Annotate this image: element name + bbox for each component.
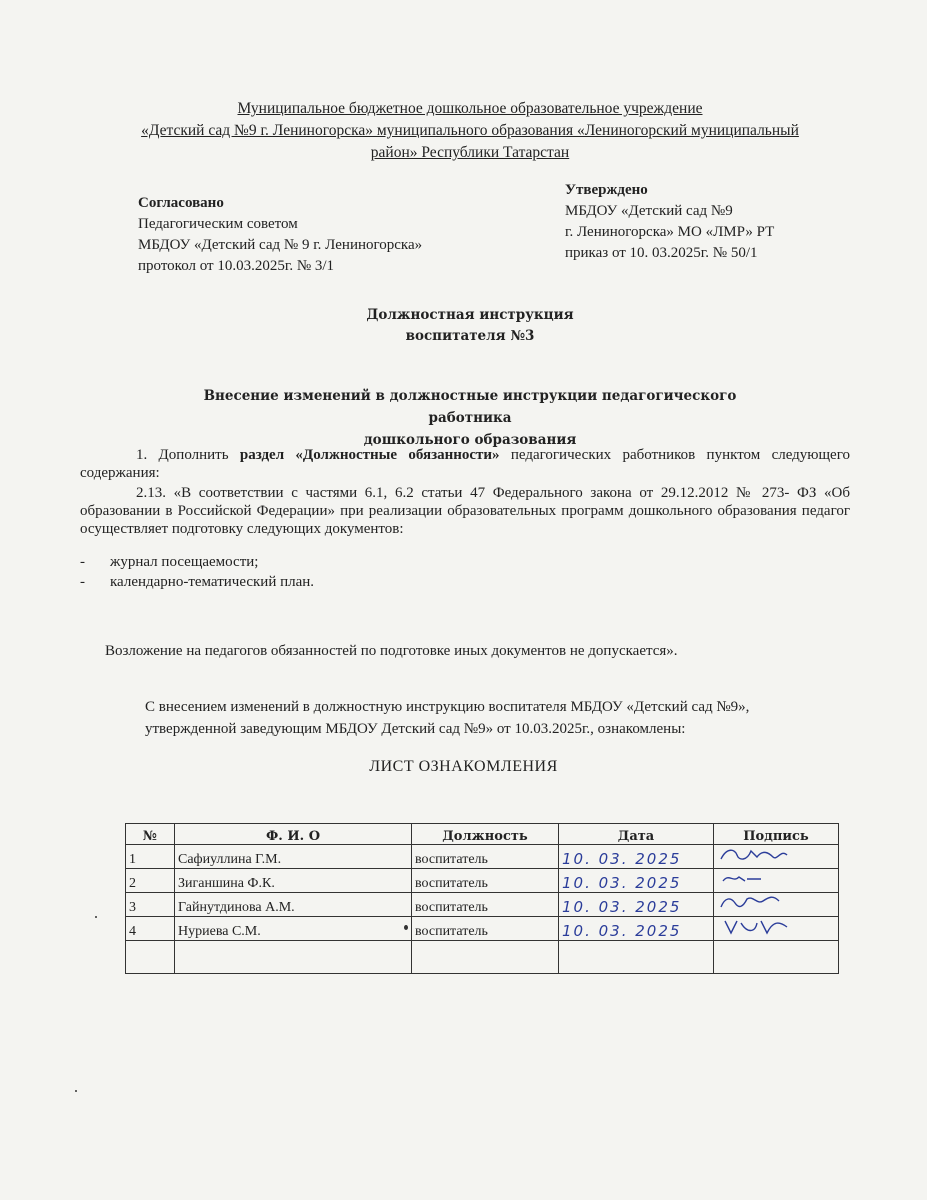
signature-image — [717, 845, 827, 863]
paragraph-3: Возложение на педагогов обязанностей по подготовке иных документов не допускается». — [105, 643, 678, 659]
sheet-title: ЛИСТ ОЗНАКОМЛЕНИЯ — [369, 758, 558, 775]
row-number: 3 — [126, 893, 175, 917]
paragraph-1-start: 1. Дополнить — [136, 447, 240, 463]
row-name: Зиганшина Ф.К. — [175, 869, 412, 893]
list-item: - календарно-тематический план. — [80, 574, 315, 590]
row-name: Сафиуллина Г.М. — [175, 845, 412, 869]
document-title-line-1: Должностная инструкция — [366, 307, 574, 323]
header-signature: Подпись — [714, 824, 839, 845]
approval-left-line-3: протокол от 10.03.2025г. № 3/1 — [138, 258, 335, 274]
row-position: воспитатель — [412, 869, 559, 893]
list-item-text: календарно-тематический план. — [110, 574, 315, 590]
paragraph-1-end: педагогических работников пунктом следующего содержания: — [80, 447, 850, 481]
header-position: Должность — [412, 824, 559, 845]
approval-left-line-1: Педагогическим советом — [138, 216, 298, 232]
changes-title-line-1: Внесение изменений в должностные инструкции педагогического работника — [203, 388, 737, 426]
table-header-row — [126, 824, 839, 845]
row-position: воспитатель — [412, 893, 559, 917]
row-signature — [714, 917, 839, 941]
changes-title-line-2: дошкольного образования — [363, 432, 577, 448]
empty-cell — [175, 941, 412, 974]
approval-right-line-3: приказ от 10. 03.2025г. № 50/1 — [565, 245, 758, 261]
org-line-1: Муниципальное бюджетное дошкольное образовательное учреждение — [237, 100, 703, 117]
header-number: № — [126, 824, 175, 845]
approval-left-line-2: МБДОУ «Детский сад № 9 г. Лениногорска» — [138, 237, 423, 253]
row-position: воспитатель — [412, 845, 559, 869]
empty-cell — [126, 941, 175, 974]
row-date: 10. 03. 2025 — [559, 845, 714, 869]
header-name: Ф. И. О — [175, 824, 412, 845]
list-item: - журнал посещаемости; — [80, 554, 259, 570]
paragraph-1 — [80, 446, 850, 482]
acknowledgement-text — [145, 696, 845, 740]
acknowledgement-line-2: утвержденной заведующим МБДОУ Детский сад №9» от 10.03.2025г., ознакомлены: — [145, 721, 686, 737]
row-name: Нуриева С.М. — [175, 917, 412, 941]
document-list — [80, 552, 314, 592]
org-line-2: «Детский сад №9 г. Лениногорска» муниципального образования «Лениногорский муниципальный — [141, 122, 799, 139]
approval-left — [138, 193, 422, 277]
org-line-3: район» Республики Татарстан — [370, 144, 570, 161]
approval-left-title: Согласовано — [138, 195, 224, 211]
acknowledgement-line-1: С внесением изменений в должностную инструкцию воспитателя МБДОУ «Детский сад №9», — [145, 699, 750, 715]
scan-speck — [95, 916, 97, 918]
row-number: 2 — [126, 869, 175, 893]
scan-speck — [75, 1090, 77, 1092]
table-row — [126, 917, 839, 941]
approval-right — [565, 180, 774, 264]
paragraph-2: 2.13. «В соответствии с частями 6.1, 6.2 статьи 47 Федерального закона от 29.12.2012 № 273- ФЗ «Об образовании в Российской Федерации» при реализации образовательных программ дошкольного образования педагог осуществляет подготовку следующих документов: — [80, 485, 850, 537]
empty-cell — [412, 941, 559, 974]
approval-right-line-2: г. Лениногорска» МО «ЛМР» РТ — [565, 224, 775, 240]
document-title — [280, 305, 660, 347]
scan-speck — [404, 925, 408, 930]
row-signature — [714, 845, 839, 869]
empty-cell — [559, 941, 714, 974]
document-title-line-2: воспитателя №3 — [405, 328, 535, 344]
row-name: Гайнутдинова А.М. — [175, 893, 412, 917]
table-row-empty — [126, 941, 839, 974]
row-date: 10. 03. 2025 — [559, 893, 714, 917]
row-number: 4 — [126, 917, 175, 941]
row-position: воспитатель — [412, 917, 559, 941]
signature-image — [717, 869, 827, 887]
paragraph-1-bold: раздел «Должностные обязанности» — [239, 447, 500, 463]
table-row — [126, 893, 839, 917]
signature-image — [717, 893, 827, 911]
row-number: 1 — [126, 845, 175, 869]
organization-header — [100, 98, 840, 164]
empty-cell — [714, 941, 839, 974]
acknowledgement-table — [125, 823, 839, 974]
header-date: Дата — [559, 824, 714, 845]
approval-right-title: Утверждено — [565, 182, 648, 198]
row-date: 10. 03. 2025 — [559, 869, 714, 893]
table-row — [126, 869, 839, 893]
approval-right-line-1: МБДОУ «Детский сад №9 — [565, 203, 733, 219]
row-signature — [714, 869, 839, 893]
list-item-text: журнал посещаемости; — [110, 554, 259, 570]
table-row — [126, 845, 839, 869]
changes-title — [160, 385, 780, 451]
signature-image — [717, 917, 827, 935]
row-date: 10. 03. 2025 — [559, 917, 714, 941]
row-signature — [714, 893, 839, 917]
